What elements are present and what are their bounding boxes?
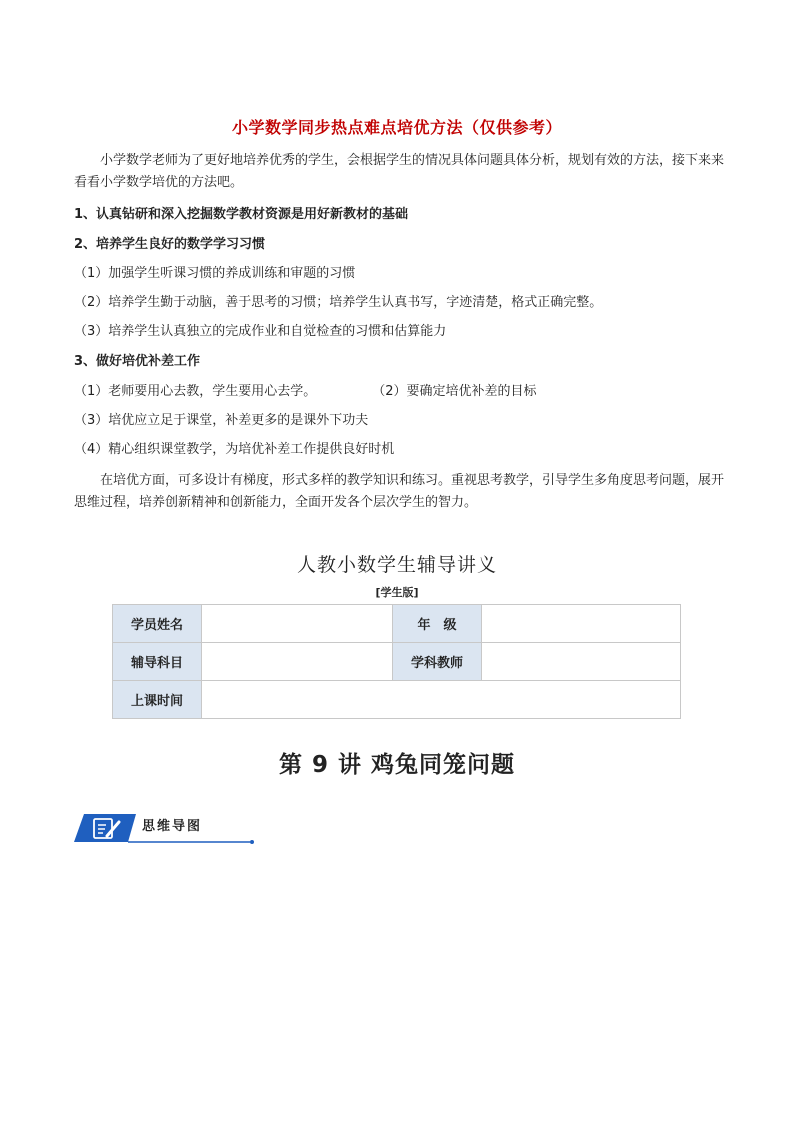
grade-field[interactable]: [482, 605, 681, 643]
section3-item-3: （3）培优应立足于课堂，补差更多的是课外下功夫: [74, 413, 369, 428]
section3-row-1: [74, 382, 734, 402]
banner-dot: [250, 840, 254, 844]
section2-item-1: （1）加强学生听课习惯的养成训练和审题的习惯: [74, 266, 356, 281]
grade-label: 年 级: [393, 605, 482, 643]
subject-field[interactable]: [202, 643, 393, 681]
page-title: 小学数学同步热点难点培优方法（仅供参考）: [231, 118, 562, 137]
section3-item-4: （4）精心组织课堂教学，为培优补差工作提供良好时机: [74, 442, 395, 457]
section1-heading: 1、认真钻研和深入挖掘数学教材资源是用好新教材的基础: [74, 207, 409, 222]
teacher-field[interactable]: [482, 643, 681, 681]
intro-paragraph: 小学数学老师为了更好地培养优秀的学生，会根据学生的情况具体问题具体分析，规划有效的方法，接下来来看看小学数学培优的方法吧。: [74, 153, 725, 190]
section3-item-2: （2）要确定培优补差的目标: [372, 384, 537, 399]
banner-label: 思维导图: [142, 819, 203, 834]
section2-item-3: （3）培养学生认真独立的完成作业和自觉检查的习惯和估算能力: [74, 324, 447, 339]
teacher-label: 学科教师: [393, 643, 482, 681]
class-time-field[interactable]: [202, 681, 681, 719]
closing-paragraph: 在培优方面，可多设计有梯度，形式多样的教学知识和练习。重视思考教学，引导学生多角度思考问题，展开思维过程，培养创新精神和创新能力，全面开发各个层次学生的智力。: [74, 473, 725, 510]
section2-heading: 2、培养学生良好的数学学习习惯: [74, 237, 266, 252]
section2-item-2: （2）培养学生勤于动脑，善于思考的习惯；培养学生认真书写，字迹清楚，格式正确完整。: [74, 295, 603, 310]
mind-map-banner: [72, 810, 256, 846]
section3-heading: 3、做好培优补差工作: [74, 354, 201, 369]
handout-title: 人教小数学生辅导讲义: [296, 554, 497, 576]
student-info-table: [112, 604, 681, 719]
class-time-label: 上课时间: [113, 681, 202, 719]
edition-label: [学生版]: [375, 586, 419, 599]
lecture-title: 第 9 讲 鸡兔同笼问题: [278, 752, 516, 778]
subject-label: 辅导科目: [113, 643, 202, 681]
student-name-field[interactable]: [202, 605, 393, 643]
student-name-label: 学员姓名: [113, 605, 202, 643]
section3-item-1: （1）老师要用心去教，学生要用心去学。: [74, 384, 317, 399]
